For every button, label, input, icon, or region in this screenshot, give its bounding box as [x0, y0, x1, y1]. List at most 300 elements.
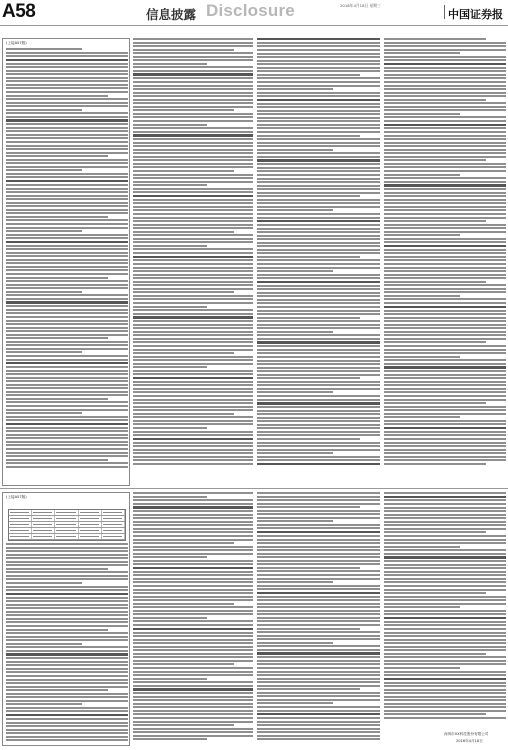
text-line — [133, 646, 253, 648]
text-line — [6, 653, 128, 655]
text-line — [257, 542, 380, 544]
text-line — [133, 263, 253, 265]
text-line — [384, 331, 506, 333]
page-number: A58 — [2, 1, 36, 22]
text-line — [133, 613, 253, 615]
text-line — [133, 660, 253, 662]
text-line — [133, 356, 253, 358]
text-line — [384, 199, 506, 201]
text-line — [133, 617, 207, 619]
text-line — [384, 174, 460, 176]
text-line — [257, 120, 380, 122]
text-line — [133, 632, 253, 634]
text-line — [257, 717, 380, 719]
text-line — [6, 668, 128, 670]
text-line — [384, 159, 486, 161]
text-line — [257, 506, 360, 508]
text-line — [133, 578, 253, 580]
text-line — [257, 356, 380, 358]
text-line — [384, 438, 506, 440]
text-line — [384, 671, 506, 673]
text-line — [133, 395, 253, 397]
text-line — [6, 252, 128, 254]
text-line — [6, 273, 128, 275]
text-line — [6, 277, 108, 279]
text-line — [133, 717, 253, 719]
text-line — [257, 281, 380, 283]
text-line — [384, 452, 506, 454]
text-line — [384, 463, 486, 465]
text-line — [133, 531, 253, 533]
text-line — [6, 73, 128, 75]
text-line — [384, 274, 506, 276]
text-line — [384, 45, 506, 47]
text-line — [133, 506, 253, 508]
text-line — [384, 374, 506, 376]
section-title-en: Disclosure — [206, 1, 295, 20]
text-line — [257, 735, 380, 737]
text-line — [133, 163, 253, 165]
text-line — [133, 510, 253, 512]
text-line — [257, 124, 380, 126]
text-line — [133, 581, 253, 583]
text-line — [133, 224, 253, 226]
text-line — [6, 686, 128, 688]
text-line — [133, 499, 253, 501]
text-line — [133, 174, 253, 176]
text-line — [6, 234, 128, 236]
text-line — [133, 703, 253, 705]
text-line — [6, 377, 128, 379]
text-line — [384, 70, 506, 72]
text-line — [133, 624, 253, 626]
text-line — [133, 277, 253, 279]
text-line — [6, 661, 128, 663]
text-line — [6, 66, 128, 68]
text-line — [133, 270, 253, 272]
text-line — [133, 535, 253, 537]
text-line — [133, 38, 253, 40]
text-column-3 — [257, 38, 380, 486]
text-line — [133, 656, 253, 658]
text-line — [133, 603, 234, 605]
text-line — [257, 635, 380, 637]
text-line — [6, 722, 128, 724]
text-line — [384, 689, 506, 691]
text-line — [257, 713, 380, 715]
text-line — [133, 352, 234, 354]
text-line — [133, 234, 253, 236]
text-line — [6, 370, 128, 372]
text-line — [6, 732, 128, 734]
text-line — [133, 463, 253, 465]
text-line — [384, 170, 506, 172]
text-line — [257, 263, 380, 265]
text-line — [257, 274, 380, 276]
text-line — [384, 388, 506, 390]
text-line — [133, 381, 253, 383]
text-line — [133, 692, 253, 694]
text-line — [384, 542, 506, 544]
text-line — [384, 517, 506, 519]
text-line — [257, 434, 380, 436]
text-line — [384, 667, 460, 669]
text-line — [257, 259, 380, 261]
newspaper-masthead: 中国证券报 — [448, 8, 503, 21]
text-line — [133, 188, 253, 190]
text-line — [6, 241, 128, 243]
text-line — [133, 113, 253, 115]
text-line — [257, 88, 333, 90]
text-line — [6, 87, 128, 89]
text-line — [257, 596, 380, 598]
text-line — [6, 316, 128, 318]
text-line — [6, 127, 128, 129]
text-line — [6, 593, 128, 595]
text-line — [133, 252, 253, 254]
text-line — [257, 391, 333, 393]
text-line — [6, 646, 128, 648]
text-line — [384, 245, 506, 247]
text-column-4 — [384, 38, 506, 486]
text-line — [384, 699, 506, 701]
text-line — [6, 84, 128, 86]
text-line — [133, 628, 253, 630]
text-line — [6, 205, 128, 207]
text-line — [257, 388, 380, 390]
text-line — [384, 646, 506, 648]
text-line — [133, 209, 253, 211]
text-line — [384, 535, 506, 537]
text-line — [133, 81, 253, 83]
text-line — [257, 292, 380, 294]
text-line — [133, 284, 253, 286]
text-line — [384, 142, 506, 144]
text-line — [257, 452, 333, 454]
text-line — [6, 48, 82, 50]
text-line — [133, 721, 253, 723]
text-line — [257, 252, 380, 254]
text-line — [6, 180, 128, 182]
text-line — [257, 492, 380, 494]
text-line — [384, 234, 460, 236]
text-line — [257, 331, 333, 333]
text-line — [6, 582, 82, 584]
text-line — [257, 185, 380, 187]
page-header — [0, 0, 508, 26]
text-line — [6, 434, 128, 436]
text-line — [6, 166, 128, 168]
text-line — [133, 678, 207, 680]
text-line — [133, 334, 253, 336]
text-line — [133, 713, 253, 715]
text-line — [6, 462, 128, 464]
text-line — [384, 352, 506, 354]
text-line — [6, 216, 108, 218]
text-line — [257, 317, 360, 319]
text-line — [384, 259, 506, 261]
text-line — [384, 503, 506, 505]
text-line — [257, 678, 380, 680]
text-line — [6, 362, 128, 364]
text-line — [384, 381, 506, 383]
text-line — [384, 256, 506, 258]
text-line — [257, 496, 380, 498]
text-line — [133, 667, 253, 669]
text-line — [257, 338, 380, 340]
text-line — [257, 420, 380, 422]
text-line — [133, 449, 253, 451]
text-line — [6, 625, 128, 627]
text-line — [384, 585, 506, 587]
text-line — [384, 99, 486, 101]
text-line — [257, 199, 380, 201]
text-line — [384, 613, 506, 615]
text-line — [133, 642, 253, 644]
text-line — [133, 427, 207, 429]
text-line — [133, 606, 253, 608]
text-line — [6, 312, 128, 314]
text-line — [384, 653, 486, 655]
text-line — [384, 621, 506, 623]
text-line — [257, 149, 333, 151]
text-line — [133, 267, 253, 269]
text-line — [133, 70, 253, 72]
text-line — [133, 589, 253, 591]
text-line — [133, 728, 253, 730]
text-line — [257, 242, 380, 244]
text-line — [133, 116, 253, 118]
text-lines — [133, 38, 253, 465]
text-line — [133, 217, 253, 219]
text-line — [384, 416, 460, 418]
text-line — [384, 149, 506, 151]
text-line — [133, 452, 253, 454]
text-line — [257, 503, 380, 505]
text-line — [133, 73, 253, 75]
text-line — [384, 596, 506, 598]
text-line — [133, 384, 253, 386]
text-line — [257, 578, 380, 580]
text-line — [257, 610, 380, 612]
text-line — [6, 227, 128, 229]
text-lines — [6, 48, 128, 468]
text-line — [257, 228, 380, 230]
text-line — [6, 341, 128, 343]
text-line — [6, 162, 128, 164]
text-line — [133, 359, 253, 361]
text-line — [384, 181, 506, 183]
text-line — [6, 366, 128, 368]
text-line — [384, 459, 506, 461]
text-line — [384, 145, 506, 147]
text-line — [6, 173, 128, 175]
text-line — [257, 738, 380, 740]
text-line — [384, 281, 486, 283]
text-line — [257, 699, 380, 701]
text-line — [6, 130, 128, 132]
text-line — [133, 327, 253, 329]
text-line — [6, 141, 128, 143]
text-line — [384, 510, 506, 512]
text-line — [384, 359, 506, 361]
text-line — [257, 110, 380, 112]
text-line — [133, 563, 253, 565]
text-line — [6, 327, 128, 329]
text-line — [257, 527, 380, 529]
text-line — [6, 437, 128, 439]
text-line — [133, 599, 253, 601]
text-line — [6, 145, 128, 147]
text-line — [384, 213, 506, 215]
text-line — [257, 159, 380, 161]
text-line — [133, 281, 253, 283]
text-line — [133, 620, 253, 622]
text-line — [257, 277, 380, 279]
text-line — [133, 413, 234, 415]
text-line — [384, 320, 506, 322]
text-line — [133, 399, 253, 401]
text-line — [384, 217, 506, 219]
text-line — [257, 270, 333, 272]
text-line — [257, 138, 380, 140]
text-line — [257, 695, 380, 697]
text-line — [133, 45, 253, 47]
text-line — [257, 692, 380, 694]
text-line — [384, 507, 506, 509]
text-line — [133, 391, 253, 393]
text-line — [133, 63, 207, 65]
text-line — [257, 674, 380, 676]
text-line — [6, 355, 128, 357]
text-line — [384, 413, 506, 415]
text-line — [133, 438, 253, 440]
text-line — [6, 209, 128, 211]
text-line — [6, 309, 128, 311]
text-line — [257, 45, 380, 47]
text-line — [133, 56, 253, 58]
text-line — [257, 163, 380, 165]
text-line — [6, 155, 108, 157]
text-line — [6, 134, 128, 136]
text-line — [133, 302, 253, 304]
text-line — [133, 635, 253, 637]
text-line — [257, 192, 380, 194]
text-line — [257, 135, 360, 137]
text-line — [257, 427, 380, 429]
text-line — [257, 706, 380, 708]
text-line — [257, 702, 333, 704]
text-line — [133, 102, 253, 104]
text-line — [6, 452, 128, 454]
text-line — [133, 184, 207, 186]
text-line — [6, 671, 128, 673]
text-line — [384, 617, 506, 619]
text-line — [6, 255, 128, 257]
text-line — [384, 409, 506, 411]
text-line — [257, 620, 380, 622]
text-line — [257, 499, 380, 501]
text-line — [133, 85, 253, 87]
text-line — [384, 88, 506, 90]
text-line — [384, 642, 506, 644]
text-line — [257, 399, 380, 401]
text-line — [133, 653, 253, 655]
text-line — [384, 678, 506, 680]
text-line — [133, 663, 234, 665]
text-line — [6, 198, 128, 200]
text-line — [384, 635, 506, 637]
text-line — [257, 413, 380, 415]
text-column-5 — [133, 492, 253, 746]
text-line — [133, 324, 253, 326]
text-line — [133, 206, 253, 208]
text-line — [384, 310, 506, 312]
text-line — [257, 367, 380, 369]
text-line — [133, 420, 253, 422]
text-line — [257, 524, 380, 526]
text-line — [257, 131, 380, 133]
text-line — [6, 600, 128, 602]
text-line — [384, 127, 506, 129]
text-line — [133, 213, 253, 215]
text-line — [257, 438, 360, 440]
announcement-box-bottom-left — [2, 492, 130, 746]
text-line — [384, 574, 506, 576]
text-line — [257, 574, 380, 576]
text-line — [6, 547, 128, 549]
text-line — [6, 729, 128, 731]
announcement-box-top-left — [2, 38, 130, 486]
text-line — [133, 309, 253, 311]
text-line — [384, 209, 506, 211]
text-line — [133, 199, 253, 201]
text-line — [133, 248, 253, 250]
text-line — [384, 656, 506, 658]
text-line — [257, 560, 380, 562]
text-line — [384, 592, 486, 594]
text-line — [384, 341, 486, 343]
text-line — [384, 67, 506, 69]
text-line — [257, 174, 380, 176]
text-line — [6, 348, 128, 350]
text-line — [384, 399, 506, 401]
text-line — [384, 377, 506, 379]
text-line — [133, 202, 253, 204]
text-line — [133, 567, 253, 569]
text-line — [6, 380, 128, 382]
text-line — [257, 642, 333, 644]
text-line — [6, 266, 128, 268]
text-line — [384, 124, 506, 126]
text-line — [257, 81, 380, 83]
text-line — [133, 373, 253, 375]
text-line — [133, 370, 253, 372]
text-line — [133, 291, 234, 293]
text-line — [6, 575, 128, 577]
text-line — [257, 546, 380, 548]
text-line — [257, 188, 380, 190]
text-line — [257, 563, 380, 565]
text-line — [384, 682, 506, 684]
text-line — [6, 679, 128, 681]
data-table — [8, 509, 126, 541]
text-line — [6, 664, 128, 666]
text-line — [384, 589, 506, 591]
text-line — [257, 56, 380, 58]
text-line — [384, 660, 506, 662]
text-line — [6, 405, 128, 407]
